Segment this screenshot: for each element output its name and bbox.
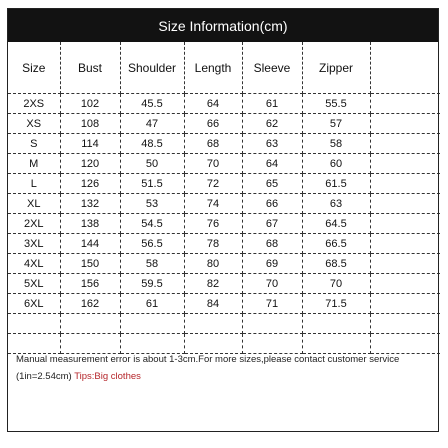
table-cell: 47 [120, 114, 184, 134]
table-cell: 61 [242, 94, 302, 114]
table-cell: 62 [242, 114, 302, 134]
table-cell: 4XL [8, 254, 60, 274]
table-row [8, 114, 440, 134]
table-cell: 63 [302, 194, 370, 214]
table-cell: 55.5 [302, 94, 370, 114]
size-table [8, 42, 440, 354]
table-cell: 70 [242, 274, 302, 294]
column-header: Zipper [302, 42, 370, 94]
table-cell: L [8, 174, 60, 194]
table-row [8, 94, 440, 114]
tips-text: Tips:Big clothes [74, 371, 141, 382]
table-row [8, 274, 440, 294]
table-cell: 120 [60, 154, 120, 174]
table-cell [302, 314, 370, 334]
table-cell [370, 114, 440, 134]
note-text: Manual measurement error is about 1-3cm.For more sizes,please contact customer service (1in=2.54cm) [16, 354, 400, 382]
table-cell [60, 314, 120, 334]
table-row [8, 254, 440, 274]
table-cell: 51.5 [120, 174, 184, 194]
table-cell: 66 [242, 194, 302, 214]
table-row [8, 214, 440, 234]
table-cell: 64.5 [302, 214, 370, 234]
table-cell: 64 [184, 94, 242, 114]
table-cell: 68 [184, 134, 242, 154]
table-cell: 58 [302, 134, 370, 154]
table-cell: 69 [242, 254, 302, 274]
table-cell: 70 [302, 274, 370, 294]
column-header: Sleeve [242, 42, 302, 94]
table-cell [370, 314, 440, 334]
table-cell: 6XL [8, 294, 60, 314]
table-cell [120, 314, 184, 334]
table-cell: 76 [184, 214, 242, 234]
table-cell: 67 [242, 214, 302, 234]
table-cell: S [8, 134, 60, 154]
table-cell [370, 194, 440, 214]
table-cell: 150 [60, 254, 120, 274]
table-cell: 68 [242, 234, 302, 254]
table-cell: 65 [242, 174, 302, 194]
table-cell: 45.5 [120, 94, 184, 114]
table-cell: 2XS [8, 94, 60, 114]
table-cell: 138 [60, 214, 120, 234]
table-cell [370, 234, 440, 254]
table-cell: 61 [120, 294, 184, 314]
empty-table-row [8, 314, 440, 334]
column-header: Bust [60, 42, 120, 94]
table-cell [370, 174, 440, 194]
table-cell: 78 [184, 234, 242, 254]
table-cell: 48.5 [120, 134, 184, 154]
table-row [8, 194, 440, 214]
table-cell: 61.5 [302, 174, 370, 194]
table-row [8, 134, 440, 154]
measurement-note [16, 351, 432, 385]
table-cell [184, 314, 242, 334]
table-cell: 144 [60, 234, 120, 254]
column-header [370, 42, 440, 94]
table-cell: 54.5 [120, 214, 184, 234]
table-cell: 66 [184, 114, 242, 134]
table-cell: 5XL [8, 274, 60, 294]
column-header: Size [8, 42, 60, 94]
table-cell: 82 [184, 274, 242, 294]
table-cell: 70 [184, 154, 242, 174]
table-cell: 71 [242, 294, 302, 314]
table-cell: 162 [60, 294, 120, 314]
table-row [8, 234, 440, 254]
table-cell: 80 [184, 254, 242, 274]
table-cell: 63 [242, 134, 302, 154]
table-cell: 53 [120, 194, 184, 214]
table-header-row [8, 42, 440, 94]
table-cell: 72 [184, 174, 242, 194]
table-cell: 66.5 [302, 234, 370, 254]
table-cell [370, 274, 440, 294]
table-cell: 114 [60, 134, 120, 154]
table-cell: 3XL [8, 234, 60, 254]
table-cell [8, 314, 60, 334]
table-cell: 64 [242, 154, 302, 174]
table-cell [242, 314, 302, 334]
table-cell [370, 254, 440, 274]
column-header: Length [184, 42, 242, 94]
table-cell: 60 [302, 154, 370, 174]
table-cell: 56.5 [120, 234, 184, 254]
table-cell: XL [8, 194, 60, 214]
table-cell: 126 [60, 174, 120, 194]
table-cell: M [8, 154, 60, 174]
table-cell [370, 134, 440, 154]
table-cell: 50 [120, 154, 184, 174]
table-cell: 108 [60, 114, 120, 134]
table-cell [370, 214, 440, 234]
table-cell [370, 154, 440, 174]
table-cell: 71.5 [302, 294, 370, 314]
table-row [8, 154, 440, 174]
table-cell: 102 [60, 94, 120, 114]
table-cell: 57 [302, 114, 370, 134]
table-row [8, 294, 440, 314]
size-chart [7, 8, 439, 432]
table-cell: 156 [60, 274, 120, 294]
table-cell: 84 [184, 294, 242, 314]
column-header: Shoulder [120, 42, 184, 94]
table-cell: XS [8, 114, 60, 134]
table-cell [370, 294, 440, 314]
table-cell: 58 [120, 254, 184, 274]
chart-title: Size Information(cm) [8, 9, 438, 42]
table-row [8, 174, 440, 194]
table-cell: 74 [184, 194, 242, 214]
table-cell [370, 94, 440, 114]
table-cell: 2XL [8, 214, 60, 234]
table-cell: 68.5 [302, 254, 370, 274]
table-cell: 132 [60, 194, 120, 214]
table-cell: 59.5 [120, 274, 184, 294]
